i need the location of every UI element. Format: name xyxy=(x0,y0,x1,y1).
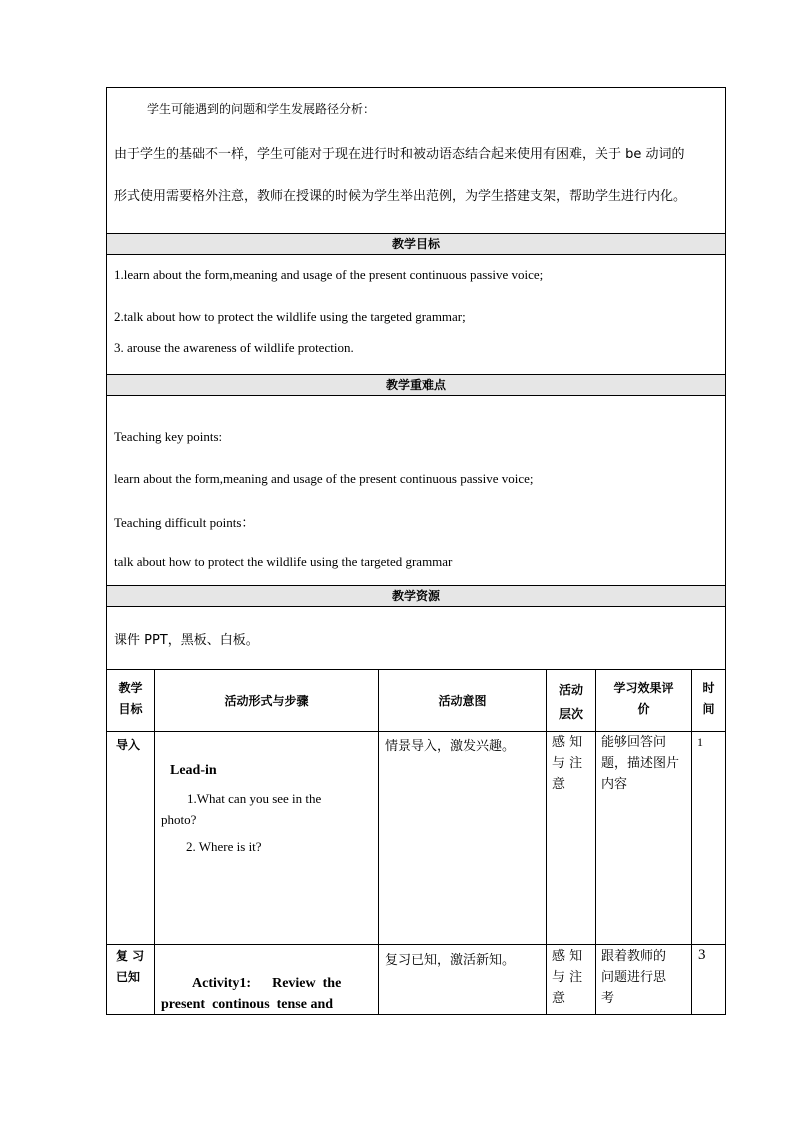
analysis-heading: 学生可能遇到的问题和学生发展路径分析： xyxy=(147,102,376,116)
row1-question-1b: photo? xyxy=(161,812,197,827)
objective-item-2: 2.talk about how to protect the wildlife using the targeted grammar; xyxy=(114,309,466,324)
objectives-header: 教学目标 xyxy=(106,233,726,254)
difficult-points-text: talk about how to protect the wildlife using the targeted grammar xyxy=(114,554,453,569)
row2-steps-title-b: present continous tense and xyxy=(161,997,334,1012)
key-points-text: learn about the form,meaning and usage of the present continuous passive voice; xyxy=(114,471,534,486)
objectives-section xyxy=(106,254,726,375)
header-time: 时 间 xyxy=(702,681,715,716)
row2-steps-title-a: Activity1: Review the xyxy=(192,976,342,991)
resources-text: 课件 PPT，黑板、白板。 xyxy=(114,633,259,648)
header-level: 活动 层次 xyxy=(558,683,583,721)
analysis-line-2: 形式使用需要格外注意，教师在授课的时候为学生举出范例，为学生搭建支架，帮助学生进行内化。 xyxy=(114,189,687,204)
resources-section xyxy=(106,606,726,670)
row1-intent: 情景导入，激发兴趣。 xyxy=(385,739,516,754)
key-points-header: 教学重难点 xyxy=(106,374,726,395)
row2-goal: 复 习 已知 xyxy=(116,949,145,984)
analysis-section xyxy=(106,87,726,234)
header-steps: 活动形式与步骤 xyxy=(224,694,309,708)
objective-item-3: 3. arouse the awareness of wildlife protection. xyxy=(114,340,354,355)
activity-table xyxy=(106,669,726,1015)
row1-level: 感 知 与 注 意 xyxy=(552,735,583,792)
difficult-points-label: Teaching difficult points： xyxy=(114,515,255,530)
row2-intent: 复习已知，激活新知。 xyxy=(385,953,516,968)
row1-question-2: 2. Where is it? xyxy=(186,839,262,854)
objective-item-1: 1.learn about the form,meaning and usage of the present continuous passive voice; xyxy=(114,267,544,282)
key-points-label: Teaching key points: xyxy=(114,429,223,444)
row1-steps-title: Lead-in xyxy=(170,763,217,778)
row1-eval: 能够回答问 题，描述图片 内容 xyxy=(601,735,680,792)
header-intent: 活动意图 xyxy=(438,694,487,708)
resources-header: 教学资源 xyxy=(106,585,726,606)
row1-question-1a: 1.What can you see in the xyxy=(187,791,322,806)
row2-time: 3 xyxy=(698,947,706,963)
key-points-section xyxy=(106,395,726,586)
row1-goal: 导入 xyxy=(116,738,141,752)
header-goal: 教学 目标 xyxy=(118,681,143,716)
analysis-line-1: 由于学生的基础不一样，学生可能对于现在进行时和被动语态结合起来使用有困难，关于 be 动词的 xyxy=(114,147,685,162)
row2-level: 感 知 与 注 意 xyxy=(552,949,583,1006)
header-eval: 学习效果评 价 xyxy=(613,681,674,716)
row1-time: 1 xyxy=(697,735,703,749)
row2-eval: 跟着教师的 问题进行思 考 xyxy=(601,949,667,1006)
